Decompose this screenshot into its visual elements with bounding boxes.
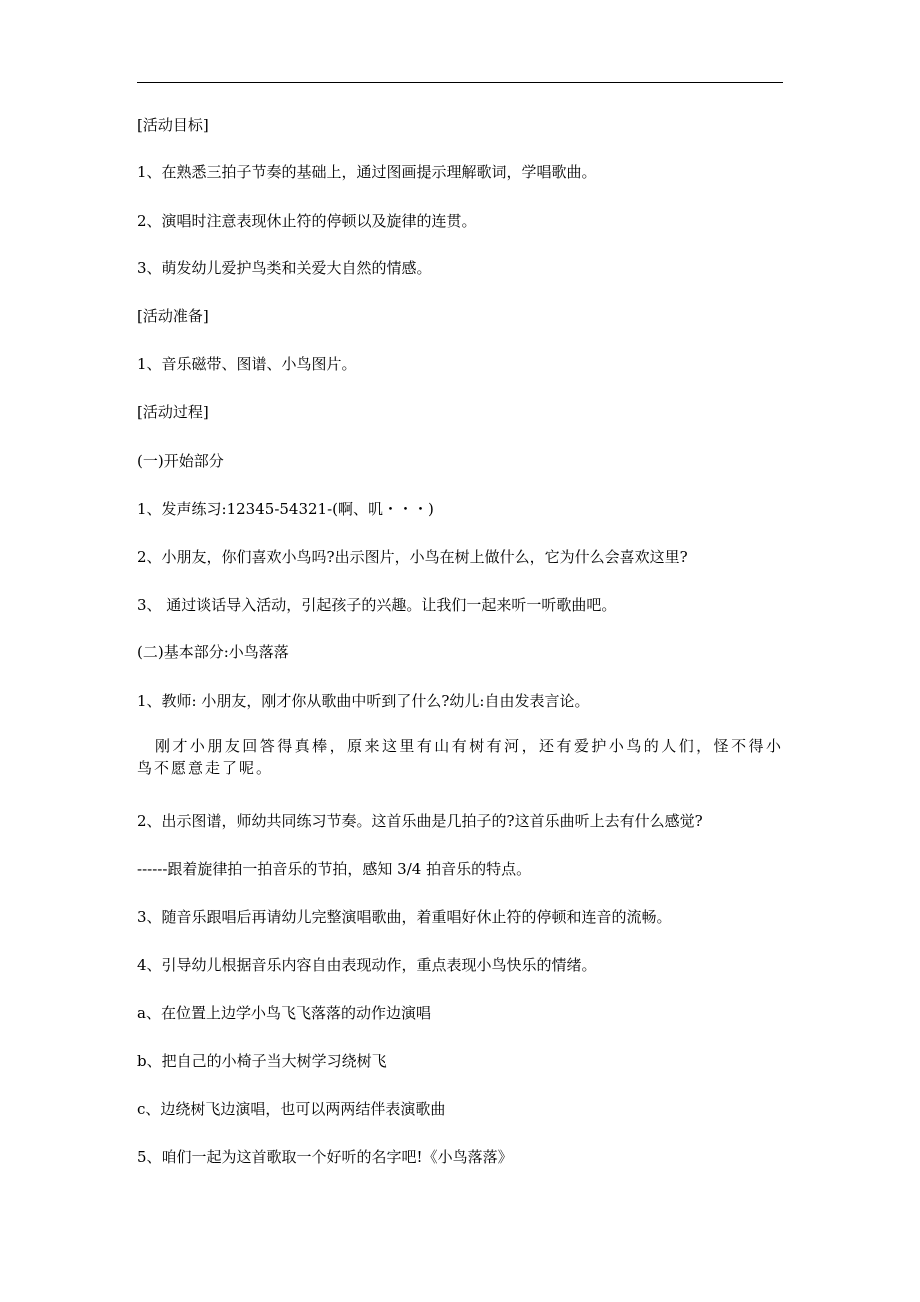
- section-opening: (一)开始部分: [137, 452, 224, 470]
- heading-activity-goals: [活动目标]: [137, 116, 209, 134]
- basic-item-2-note: ------跟着旋律拍一拍音乐的节拍，感知 3/4 拍音乐的特点。: [137, 860, 532, 878]
- basic-item-5: 5、咱们一起为这首歌取一个好听的名字吧!《小鸟落落》: [137, 1148, 513, 1166]
- opening-item-2: 2、小朋友，你们喜欢小鸟吗?出示图片，小鸟在树上做什么，它为什么会喜欢这里?: [137, 548, 688, 566]
- heading-activity-preparation: [活动准备]: [137, 307, 209, 325]
- basic-item-4: 4、引导幼儿根据音乐内容自由表现动作，重点表现小鸟快乐的情绪。: [137, 956, 597, 974]
- opening-item-1: 1、发声练习:12345-54321-(啊、叽・・・): [137, 500, 434, 518]
- preparation-item-1: 1、音乐磁带、图谱、小鸟图片。: [137, 355, 357, 373]
- basic-item-4c: c、边绕树飞边演唱，也可以两两结伴表演歌曲: [137, 1100, 446, 1118]
- opening-item-3: 3、 通过谈话导入活动，引起孩子的兴趣。让我们一起来听一听歌曲吧。: [137, 596, 617, 614]
- basic-paragraph: 刚才小朋友回答得真棒，原来这里有山有树有河，还有爱护小鸟的人们，怪不得小鸟不愿意走了呢。: [137, 737, 783, 777]
- goal-item-2: 2、演唱时注意表现休止符的停顿以及旋律的连贯。: [137, 212, 477, 230]
- heading-activity-process: [活动过程]: [137, 403, 209, 421]
- section-basic: (二)基本部分:小鸟落落: [137, 643, 289, 661]
- basic-item-4b: b、把自己的小椅子当大树学习绕树飞: [137, 1052, 387, 1070]
- basic-item-3: 3、随音乐跟唱后再请幼儿完整演唱歌曲，着重唱好休止符的停顿和连音的流畅。: [137, 908, 672, 926]
- header-rule: [137, 82, 783, 83]
- goal-item-1: 1、在熟悉三拍子节奏的基础上，通过图画提示理解歌词，学唱歌曲。: [137, 163, 597, 181]
- goal-item-3: 3、萌发幼儿爱护鸟类和关爱大自然的情感。: [137, 259, 432, 277]
- basic-item-1: 1、教师: 小朋友，刚才你从歌曲中听到了什么?幼儿:自由发表言论。: [137, 692, 590, 710]
- basic-item-4a: a、在位置上边学小鸟飞飞落落的动作边演唱: [137, 1004, 431, 1022]
- basic-item-2: 2、出示图谱，师幼共同练习节奏。这首乐曲是几拍子的?这首乐曲听上去有什么感觉?: [137, 812, 703, 830]
